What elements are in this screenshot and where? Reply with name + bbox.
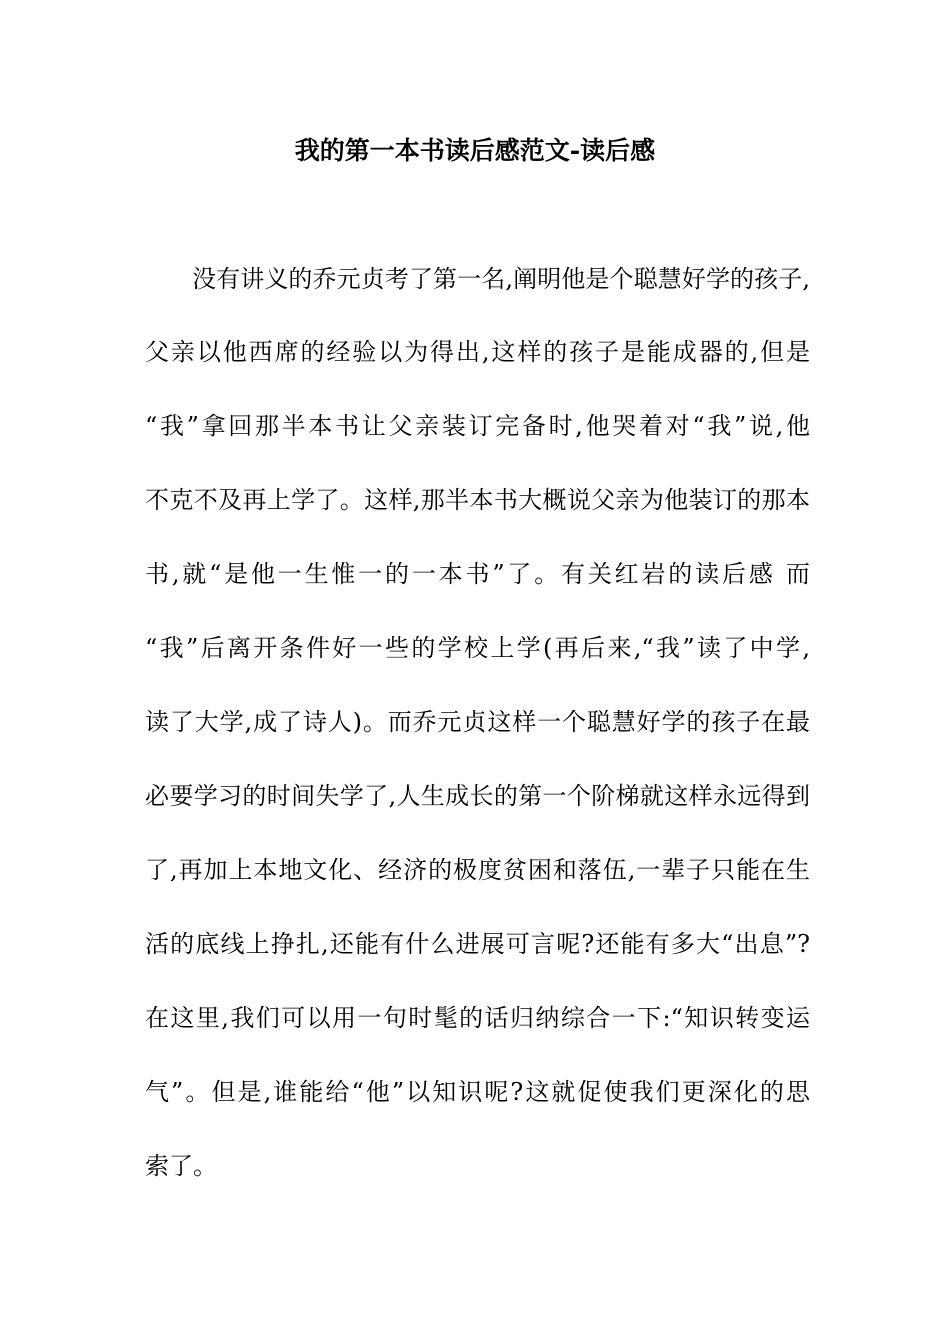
- paragraph-line-4: 不克不及再上学了。这样,那半本书大概说父亲为他装订的那本: [145, 486, 810, 514]
- paragraph-line-13: 索了。: [145, 1152, 217, 1180]
- paragraph-line-2: 父亲以他西席的经验以为得出,这样的孩子是能成器的,但是: [145, 338, 810, 366]
- paragraph-line-7: 读了大学,成了诗人)。而乔元贞这样一个聪慧好学的孩子在最: [145, 708, 810, 736]
- paragraph-line-1: 没有讲义的乔元贞考了第一名,阐明他是个聪慧好学的孩子,: [192, 265, 810, 293]
- paragraph-line-6: “我”后离开条件好一些的学校上学(再后来,“我”读了中学,: [145, 634, 810, 662]
- paragraph-line-8: 必要学习的时间失学了,人生成长的第一个阶梯就这样永远得到: [145, 782, 810, 810]
- document-title: 我的第一本书读后感范文-读后感: [294, 136, 656, 165]
- paragraph-line-3: “我”拿回那半本书让父亲装订完备时,他哭着对“我”说,他: [145, 412, 810, 440]
- paragraph-line-11: 在这里,我们可以用一句时髦的话归纳综合一下:“知识转变运: [145, 1004, 810, 1032]
- paragraph-line-10: 活的底线上挣扎,还能有什么进展可言呢?还能有多大“出息”?: [145, 930, 810, 958]
- paragraph-line-12: 气”。但是,谁能给“他”以知识呢?这就促使我们更深化的思: [145, 1078, 810, 1106]
- paragraph-line-5: 书,就“是他一生惟一的一本书”了。有关红岩的读后感 而: [145, 560, 810, 588]
- paragraph-line-9: 了,再加上本地文化、经济的极度贫困和落伍,一辈子只能在生: [145, 856, 810, 884]
